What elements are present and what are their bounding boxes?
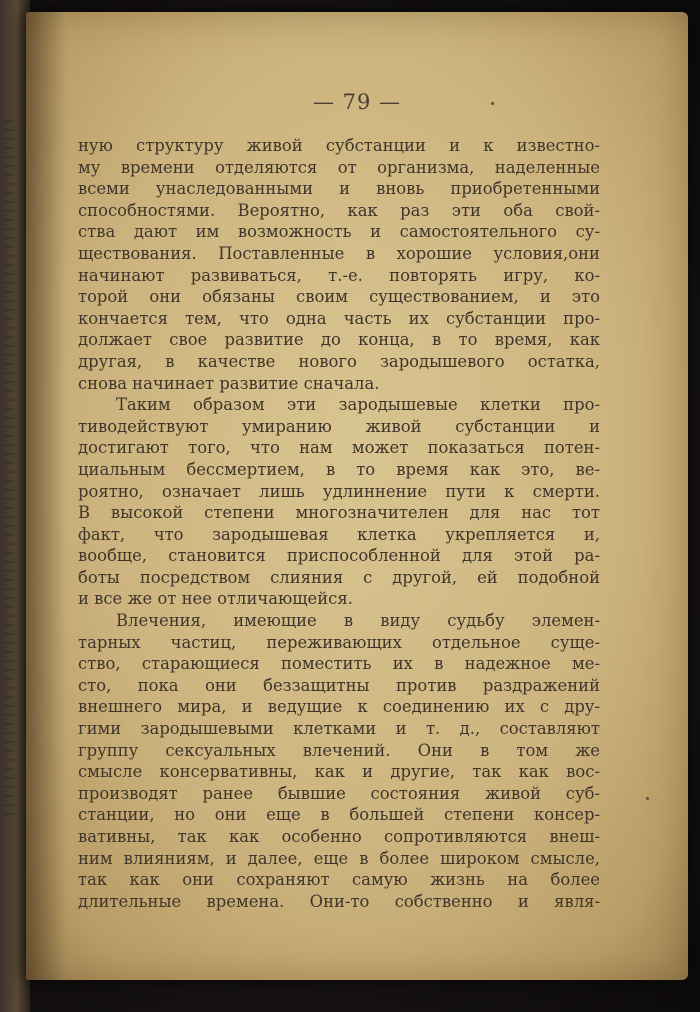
paragraph-1 [78, 135, 600, 394]
text-line: сто, пока они беззащитны против раздражений [78, 675, 600, 695]
text-line: станции, но они еще в большей степени консер- [78, 805, 600, 825]
text-line: смысле консервативны, как и другие, так как вос- [78, 762, 600, 782]
text-line: длительные времена. Они-то собственно и явля- [78, 891, 600, 911]
text-line: группу сексуальных влечений. Они в том же [78, 740, 600, 760]
text-line: роятно, означает лишь удлиннение пути к смерти. [78, 481, 600, 501]
text-line: внешнего мира, и ведущие к соединению их с дру- [78, 697, 600, 717]
text-line: гими зародышевыми клетками и т. д., составляют [78, 719, 600, 739]
text-line: так как они сохраняют самую жизнь на более [78, 870, 600, 890]
text-line: В высокой степени многозначителен для нас тот [78, 503, 600, 523]
text-line: факт, что зародышевая клетка укрепляется и, [78, 524, 600, 544]
text-line: должает свое развитие до конца, в то время, как [78, 330, 600, 350]
text-line: начинают развиваться, т.-е. повторять игру, ко- [78, 265, 600, 285]
gutter-shadow [26, 12, 66, 980]
text-line: Влечения, имеющие в виду судьбу элемен- [116, 611, 600, 631]
text-line: тарных частиц, переживающих отдельное суще- [78, 632, 600, 652]
text-line: снова начинает развитие сначала. [78, 373, 380, 393]
text-line: всеми унаследованными и вновь приобретенными [78, 179, 600, 199]
text-line: ним влияниям, и далее, еще в более широком смысле, [78, 848, 600, 868]
paper-speck [491, 102, 494, 105]
book-page [26, 12, 688, 980]
text-line: ство, старающиеся поместить их в надежное ме- [78, 654, 600, 674]
text-line: ства дают им возможность и самостоятельного су- [78, 222, 600, 242]
text-line: Таким образом эти зародышевые клетки про- [116, 395, 600, 415]
text-line: способностями. Вероятно, как раз эти оба свой- [78, 200, 600, 220]
text-line: вативны, так как особенно сопротивляются внеш- [78, 827, 600, 846]
text-line: кончается тем, что одна часть их субстанции про- [78, 308, 600, 328]
text-line: циальным бессмертием, в то время как это, ве- [78, 459, 600, 479]
text-line: вообще, становится приспособленной для этой ра- [78, 546, 600, 566]
body-text [78, 135, 600, 912]
paragraph-3 [78, 610, 600, 912]
text-line: и все же от нее отличающейся. [78, 589, 353, 609]
text-line: ную структуру живой субстанции и к известно- [78, 136, 600, 155]
text-line: другая, в качестве нового зародышевого остатка, [78, 351, 600, 371]
text-line: тиводействуют умиранию живой субстанции и [78, 416, 600, 436]
page-number: — 79 — [312, 90, 402, 114]
text-line: торой они обязаны своим существованием, и это [78, 287, 600, 307]
text-line: боты посредством слияния с другой, ей подобной [78, 567, 600, 587]
text-line: производят ранее бывшие состояния живой суб- [78, 783, 600, 803]
text-line: ществования. Поставленные в хорошие условия,они [78, 243, 600, 263]
text-line: му времени отделяются от организма, наделенные [78, 157, 600, 177]
text-line: достигают того, что нам может показаться потен- [78, 438, 600, 458]
paper-speck [646, 797, 649, 800]
paragraph-2 [78, 394, 600, 610]
